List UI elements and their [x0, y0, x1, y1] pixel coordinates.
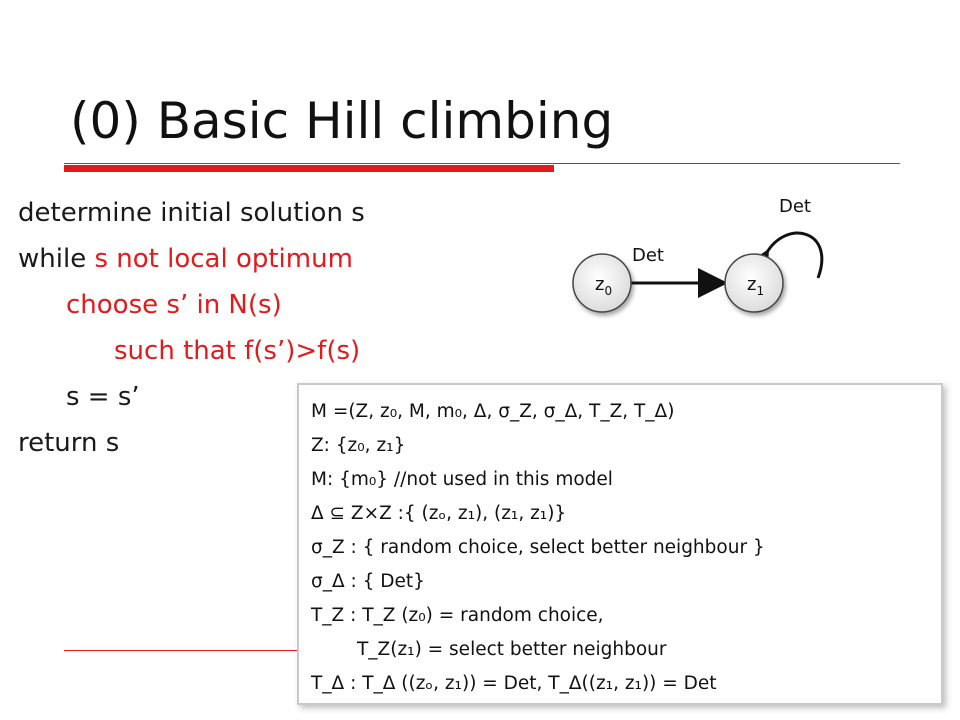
model-tuple: M =(Z, z₀, M, m₀, Δ, σ_Z, σ_Δ, T_Z, T_Δ) — [311, 401, 675, 422]
algo-line-such-that: such that f(s’)>f(s) — [114, 336, 361, 366]
model-definition-list — [299, 385, 941, 701]
algo-line-return: return s — [18, 428, 120, 458]
slide-title: (0) Basic Hill climbing — [70, 92, 614, 150]
algo-line-choose: choose s’ in N(s) — [66, 290, 282, 320]
model-sigma-z: σ_Z : { random choice, select better neighbour } — [311, 537, 765, 558]
model-tz-line2: T_Z(z₁) = select better neighbour — [357, 639, 667, 660]
model-transitions: Δ ⊆ Z×Z :{ (zₒ, z₁), (z₁, z₁)} — [311, 503, 567, 524]
model-memory: M: {m₀} //not used in this model — [311, 469, 613, 490]
algo-while-keyword: while — [18, 244, 95, 274]
model-sigma-delta: σ_Δ : { Det} — [311, 571, 425, 592]
algo-line-assign: s = s’ — [66, 382, 140, 412]
model-definition-box — [297, 383, 943, 705]
loop-label: Det — [779, 196, 811, 217]
algo-line-while — [18, 236, 365, 282]
state-diagram — [540, 190, 840, 340]
title-divider-thick — [64, 165, 554, 172]
model-states: Z: {z₀, z₁} — [311, 435, 406, 456]
edge-label: Det — [632, 245, 664, 266]
algo-line-init: determine initial solution s — [18, 198, 365, 228]
node-z0-label: $z_0$ — [595, 274, 613, 298]
title-divider-thin — [64, 163, 900, 164]
model-tdelta: T_Δ : T_Δ ((zₒ, z₁)) = Det, T_Δ((z₁, z₁)) = Det — [311, 673, 717, 694]
node-z1-label: $z_1$ — [747, 274, 765, 298]
algo-while-condition: s not local optimum — [94, 244, 353, 274]
model-tz-line1: T_Z : T_Z (z₀) = random choice, — [311, 605, 604, 626]
